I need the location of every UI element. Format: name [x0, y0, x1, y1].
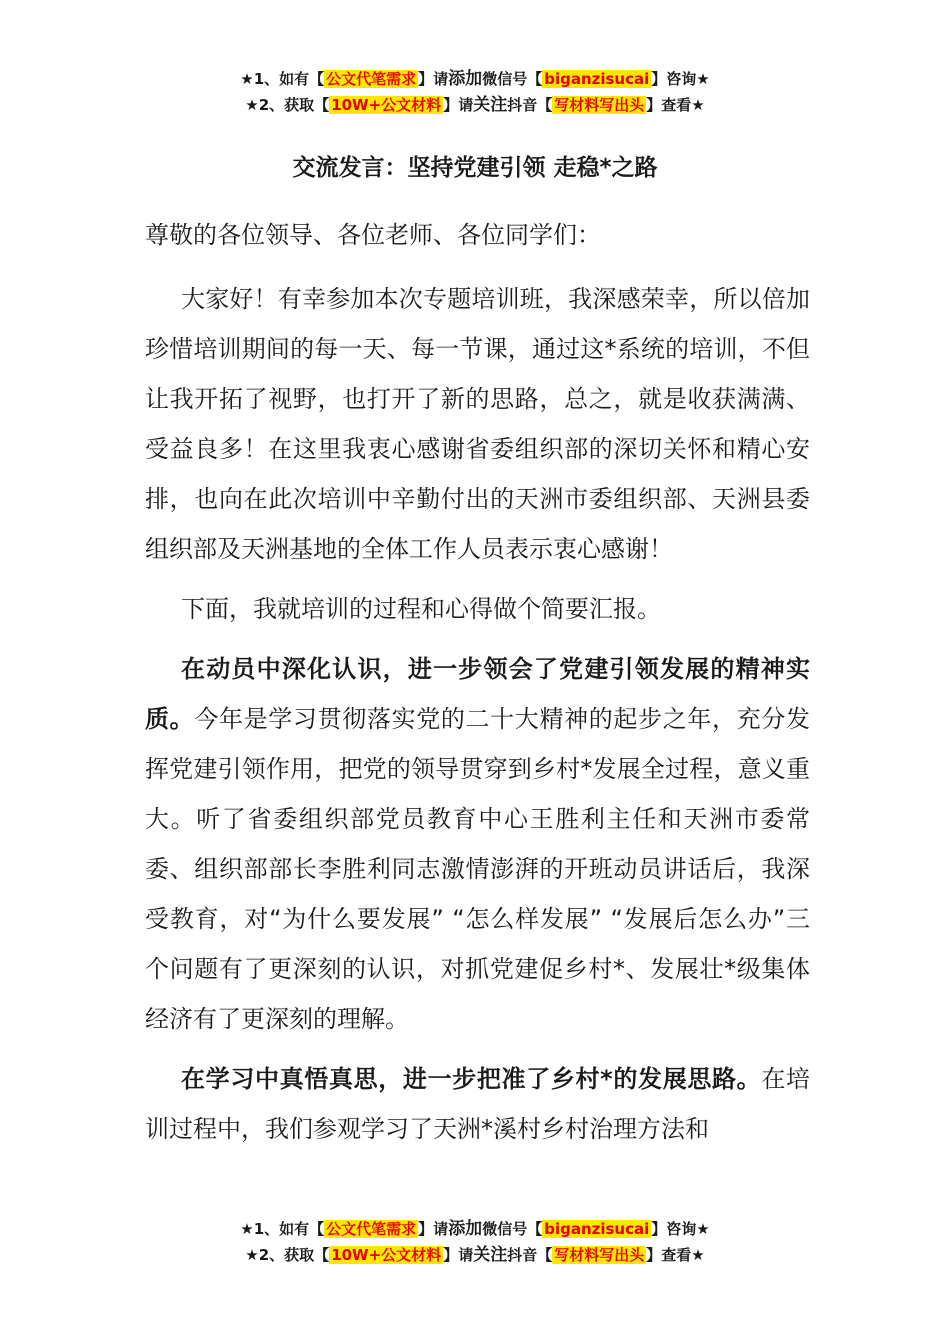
highlight-text: 10W+公文材料	[331, 96, 442, 114]
banner-line-1: ★1、如有【 公文代笔需求 】请添加微信号【 biganzisucai 】咨询★	[240, 69, 710, 89]
paragraph-heading: 在学习中真悟真思，进一步把准了乡村*的发展思路。	[181, 1065, 762, 1093]
paragraph: 下面，我就培训的过程和心得做个简要汇报。	[181, 595, 661, 623]
paragraph-heading: 在动员中深化认识，进一步领会了党建引领发展的精神实质。	[145, 655, 810, 733]
highlight-text: biganzisucai	[544, 1220, 650, 1238]
paragraph: 大家好！有幸参加本次专题培训班，我深感荣幸，所以倍加珍惜培训期间的每一天、每一节课，通过这*系统的培训，不但让我开拓了视野，也打开了新的思路，总之，就是收获满满、受益良多！在这里我衷心感谢省委组织部的深切关怀和精心安排，也向在此次培训中辛勤付出的天洲市委组织部、天洲县委组织部及天洲基地的全体工作人员表示衷心感谢！	[145, 285, 810, 563]
top-banner	[0, 66, 950, 118]
document-title: 交流发言：坚持党建引领 走稳*之路	[292, 155, 658, 181]
paragraph: 在动员中深化认识，进一步领会了党建引领发展的精神实质。今年是学习贯彻落实党的二十大精神的起步之年，充分发挥党建引领作用，把党的领导贯穿到乡村*发展全过程，意义重大。听了省委组织部党员教育中心王胜利主任和天洲市委常委、组织部部长李胜利同志激情澎湃的开班动员讲话后，我深受教育，对“为什么要发展” “怎么样发展” “发展后怎么办”三个问题有了更深刻的认识，对抓党建促乡村*、发展壮*级集体经济有了更深刻的理解。	[145, 655, 811, 1033]
greeting: 尊敬的各位领导、各位老师、各位同学们：	[145, 221, 601, 249]
highlight-text: 10W+公文材料	[331, 1246, 442, 1264]
bottom-banner	[0, 1216, 950, 1268]
highlight-text: biganzisucai	[544, 70, 650, 88]
banner-line-2: ★2、获取【 10W+公文材料 】请关注抖音【 写材料写出头 】查看★	[245, 1245, 705, 1265]
banner-line-1: ★1、如有【 公文代笔需求 】请添加微信号【 biganzisucai 】咨询★	[240, 1219, 710, 1239]
highlight-text: 写材料写出头	[554, 1246, 645, 1264]
highlight-text: 公文代笔需求	[326, 70, 417, 88]
document-body	[145, 210, 810, 1164]
highlight-text: 写材料写出头	[554, 96, 645, 114]
banner-line-2: ★2、获取【 10W+公文材料 】请关注抖音【 写材料写出头 】查看★	[245, 95, 705, 115]
paragraph: 在学习中真悟真思，进一步把准了乡村*的发展思路。在培训过程中，我们参观学习了天洲*溪村乡村治理方法和	[145, 1065, 811, 1143]
highlight-text: 公文代笔需求	[326, 1220, 417, 1238]
